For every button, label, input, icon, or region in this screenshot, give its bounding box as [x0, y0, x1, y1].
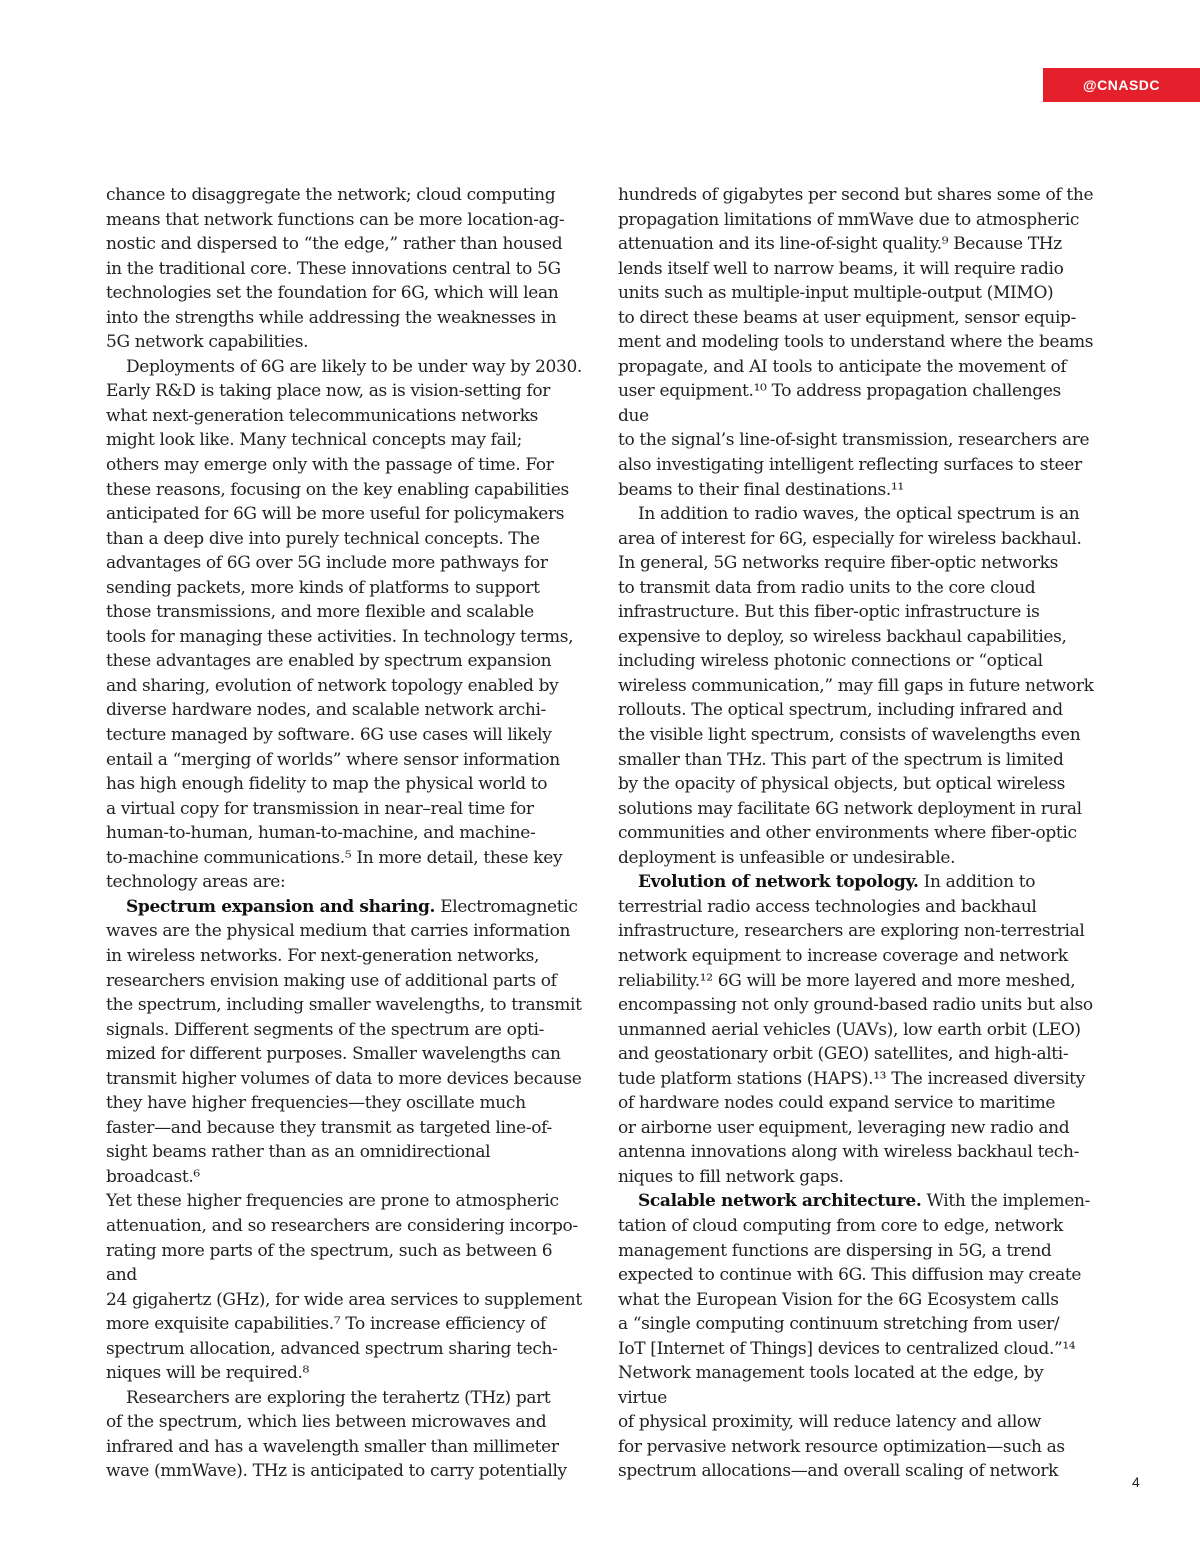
section-heading-topology: Evolution of network topology. — [638, 872, 919, 893]
section-heading-architecture: Scalable network architecture. — [638, 1191, 922, 1212]
right-column — [618, 183, 1096, 1484]
paragraph: Researchers are exploring the terahertz (THz) part of the spectrum, which lies between microwaves and infrared and has a wavelength smaller than millimeter wave (mmWave). THz is anticipated to carry potentially — [106, 1387, 567, 1482]
paragraph-topology — [618, 870, 1096, 1189]
paragraph: chance to disaggregate the network; cloud computing means that network functions can be more location-ag- nostic and dispersed to “the edge,” rather than housed in the traditional core. These innovations central to 5G technologies set the foundation for 6G, which will lean into the strengths while addressing the weaknesses in 5G network capabilities. — [106, 185, 565, 353]
paragraph-architecture — [618, 1189, 1096, 1484]
section-heading-spectrum: Spectrum expansion and sharing. — [126, 896, 436, 917]
paragraph-body: Electromagnetic waves are the physical medium that carries information in wireless networks. For next-generation networks, researchers envision making use of additional parts of the spectrum, including smaller wavelengths, to transmit signals. Different segments of the spectrum are opti- mized for different purposes. Smaller wavelengths can transmit higher volumes of data to more devices because they have higher frequencies—they oscillate much faster—and because they transmit as targeted line-of- sight beams rather than as an omnidirectional broadcast.⁶ Yet these higher frequencies are prone to atmospheric attenuation, and so researchers are considering incorpo- rating more parts of the spectrum, such as between 6 and 24 gigahertz (GHz), for wide area services to supplement more exquisite capabilities.⁷ To increase efficiency of spectrum allocation, advanced spectrum sharing tech- niques will be required.⁸ — [106, 896, 582, 1384]
paragraph-body: With the implemen- tation of cloud computing from core to edge, network management functions are dispersing in 5G, a trend expected to continue with 6G. This diffusion may create what the European Vision for the 6G Ecosystem calls a “single computing continuum stretching from user/ IoT [Internet of Things] devices to centralized cloud.”¹⁴ Network management tools located at the edge, by virtue of physical proximity, will reduce latency and allow for pervasive network resource optimization—such as spectrum allocations—and overall scaling of network — [618, 1191, 1091, 1482]
left-column — [106, 183, 584, 1484]
paragraph: hundreds of gigabytes per second but shares some of the propagation limitations of mmWave due to atmospheric attenuation and its line-of-sight quality.⁹ Because THz lends itself well to narrow beams, it will require radio units such as multiple-input multiple-output (MIMO) to direct these beams at user equipment, sensor equip- ment and modeling tools to understand where the beams propagate, and AI tools to anticipate the movement of user equipment.¹⁰ To address propagation challenges due to the signal’s line-of-sight transmission, researchers are also investigating intelligent reflecting surfaces to steer beams to their final destinations.¹¹ — [618, 185, 1094, 500]
handle-tag: @CNASDC — [1043, 68, 1200, 102]
paragraph-spectrum — [106, 895, 584, 1386]
paragraph-body: In addition to terrestrial radio access technologies and backhaul infrastructure, researchers are exploring non-terrestrial network equipment to increase coverage and network reliability.¹² 6G will be more layered and more meshed, encompassing not only ground-based radio units but also unmanned aerial vehicles (UAVs), low earth orbit (LEO) and geostationary orbit (GEO) satellites, and high-alti- tude platform stations (HAPS).¹³ The increased diversity of hardware nodes could expand service to maritime or airborne user equipment, leveraging new radio and antenna innovations along with wireless backhaul tech- niques to fill network gaps. — [618, 872, 1093, 1187]
paragraph: In addition to radio waves, the optical spectrum is an area of interest for 6G, especially for wireless backhaul. In general, 5G networks require fiber-optic networks to transmit data from radio units to the core cloud infrastructure. But this fiber-optic infrastructure is expensive to deploy, so wireless backhaul capabilities, including wireless photonic connections or “optical wireless communication,” may fill gaps in future network rollouts. The optical spectrum, including infrared and the visible light spectrum, consists of wavelengths even smaller than THz. This part of the spectrum is limited by the opacity of physical objects, but optical wireless solutions may facilitate 6G network deployment in rural communities and other environments where fiber-optic deployment is unfeasible or undesirable. — [618, 504, 1094, 868]
paragraph: Deployments of 6G are likely to be under way by 2030. Early R&D is taking place now, as is vision-setting for what next-generation telecommunications networks might look like. Many technical concepts may fail; others may emerge only with the passage of time. For these reasons, focusing on the key enabling capabilities anticipated for 6G will be more useful for policymakers than a deep dive into purely technical concepts. The advantages of 6G over 5G include more pathways for sending packets, more kinds of platforms to support those transmissions, and more flexible and scalable tools for managing these activities. In technology terms, these advantages are enabled by spectrum expansion and sharing, evolution of network topology enabled by diverse hardware nodes, and scalable network archi- tecture managed by software. 6G use cases will likely entail a “merging of worlds” where sensor information has high enough fidelity to map the physical world to a virtual copy for transmission in near–real time for human-to-human, human-to-machine, and machine- to-machine communications.⁵ In more detail, these key technology areas are: — [106, 356, 582, 893]
page-number: 4 — [1132, 1474, 1140, 1490]
